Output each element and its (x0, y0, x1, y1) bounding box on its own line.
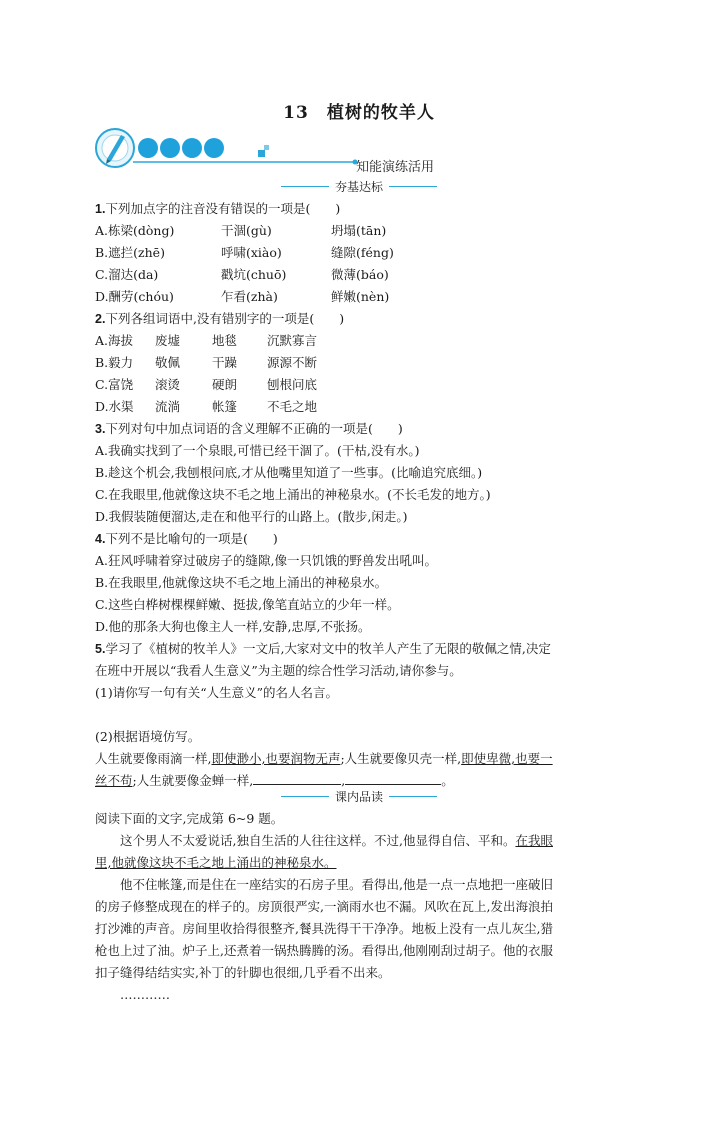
question-stem: 学习了《植树的牧羊人》一文后,大家对文中的牧羊人产生了无限的敬佩之情,决定 (105, 641, 551, 656)
question-5: 5.学习了《植树的牧羊人》一文后,大家对文中的牧羊人产生了无限的敬佩之情,决定 (95, 641, 551, 656)
option-cell: 干躁 (212, 355, 238, 370)
underlined-example: 即使渺小,也要润物无声 (211, 751, 341, 766)
banner-square-icon (258, 150, 265, 157)
underlined-sentence: 里,他就像这块不毛之地上涌出的神秘泉水。 (95, 855, 337, 870)
subquestion-2: (2)根据语境仿写。 (95, 729, 201, 744)
option-cell: D.酬劳(chóu) (95, 289, 174, 304)
imitation-line-1 (95, 748, 625, 770)
question-stem: 下列对句中加点词语的含义理解不正确的一项是( ) (105, 421, 403, 436)
text-fragment: 这个男人不太爱说话,独自生活的人往往这样。不过,他显得自信、平和。 (120, 833, 516, 848)
option-line: B.在我眼里,他就像这块不毛之地上涌出的神秘泉水。 (95, 575, 388, 590)
option-row (95, 374, 625, 396)
text-fragment: ;人生就要像金蝉一样, (132, 773, 254, 788)
option-row (95, 286, 625, 308)
question-stem: 下列各组词语中,没有错别字的一项是( ) (105, 311, 345, 326)
section-heading-basics (0, 178, 718, 195)
question-stem: 下列不是比喻句的一项是( ) (105, 531, 278, 546)
paragraph-2-line: 枪也上过了油。炉子上,还煮着一锅热腾腾的汤。看得出,他刚刚刮过胡子。他的衣服 (95, 943, 553, 958)
option-line: C.这些白桦树棵棵鲜嫩、挺拔,像笔直站立的少年一样。 (95, 597, 400, 612)
page-title: 13 植树的牧羊人 (283, 103, 435, 123)
text-fragment: ;人生就要像贝壳一样, (340, 751, 462, 766)
text-fragment: 。 (441, 773, 454, 788)
underlined-sentence: 在我眼 (515, 833, 553, 848)
option-cell: A.栋梁(dòng) (95, 223, 175, 238)
option-cell: D.水渠 (95, 399, 134, 414)
section-heading-reading (0, 788, 718, 805)
option-cell: 沉默寡言 (267, 333, 318, 348)
option-cell: 乍看(zhà) (221, 289, 278, 304)
option-line: D.我假装随便溜达,走在和他平行的山路上。(散步,闲走。) (95, 509, 408, 524)
paragraph-1-line-2 (95, 852, 625, 874)
question-stem-continued: 在班中开展以“我看人生意义”为主题的综合性学习活动,请你参与。 (95, 663, 462, 678)
option-line: A.我确实找到了一个泉眼,可惜已经干涸了。(干枯,没有水。) (95, 443, 420, 458)
option-cell: 帐篷 (212, 399, 238, 414)
answer-blank-2[interactable] (345, 770, 441, 785)
banner-dot (138, 138, 158, 158)
divider (389, 796, 437, 797)
option-row (95, 330, 625, 352)
text-fragment: 人生就要像雨滴一样, (95, 751, 212, 766)
option-cell: 坍塌(tān) (331, 223, 387, 238)
option-row (95, 264, 625, 286)
question-stem: 下列加点字的注音没有错误的一项是( ) (105, 201, 341, 216)
reading-block (95, 808, 625, 1006)
option-cell: C.溜达(da) (95, 267, 159, 282)
underlined-example: 丝不苟 (95, 773, 133, 788)
option-cell: 缝隙(féng) (331, 245, 394, 260)
text-fragment: , (341, 773, 346, 788)
banner-label: 知能演练活用 (356, 160, 435, 175)
option-cell: 敬佩 (155, 355, 181, 370)
banner-square-icon (264, 145, 269, 150)
pen-icon (96, 129, 134, 167)
option-cell: C.富饶 (95, 377, 134, 392)
option-line: C.在我眼里,他就像这块不毛之地上涌出的神秘泉水。(不长毛发的地方。) (95, 487, 491, 502)
option-cell: 戳坑(chuō) (221, 267, 287, 282)
option-cell: 地毯 (212, 333, 238, 348)
underlined-example: 即使卑微,也要一 (461, 751, 553, 766)
option-cell: 不毛之地 (267, 399, 318, 414)
question-1: 1.下列加点字的注音没有错误的一项是( ) (95, 201, 341, 216)
option-row (95, 396, 625, 418)
option-cell: A.海拔 (95, 333, 134, 348)
option-line: D.他的那条大狗也像主人一样,安静,忠厚,不张扬。 (95, 619, 371, 634)
paragraph-2-line: 的房子修整成现在的样子的。房顶很严实,一滴雨水也不漏。风吹在瓦上,发出海浪拍 (95, 899, 553, 914)
question-4: 4.下列不是比喻句的一项是( ) (95, 531, 278, 546)
section-heading-text: 夯基达标 (334, 180, 383, 194)
paragraph-2-line: 他不住帐篷,而是住在一座结实的石房子里。看得出,他是一点一点地把一座破旧 (120, 877, 553, 892)
option-cell: 微薄(báo) (331, 267, 389, 282)
option-cell: 废墟 (155, 333, 181, 348)
divider (281, 186, 329, 187)
section-heading-text: 课内品读 (334, 790, 383, 804)
option-row (95, 352, 625, 374)
ellipsis: ………… (120, 987, 170, 1002)
question-2: 2.下列各组词语中,没有错别字的一项是( ) (95, 311, 345, 326)
banner-dot (182, 138, 202, 158)
option-cell: 刨根问底 (267, 377, 318, 392)
questions-block (95, 198, 625, 792)
reading-intro: 阅读下面的文字,完成第 6~9 题。 (95, 811, 284, 826)
option-row (95, 242, 625, 264)
option-cell: 呼啸(xiào) (221, 245, 282, 260)
option-cell: 滚烫 (155, 377, 181, 392)
answer-blank-1[interactable] (253, 770, 341, 785)
banner-dot (160, 138, 180, 158)
option-cell: 鲜嫩(nèn) (331, 289, 390, 304)
banner-dot (204, 138, 224, 158)
answer-space (95, 704, 625, 726)
subquestion-1: (1)请你写一句有关“人生意义”的名人名言。 (95, 685, 338, 700)
divider (389, 186, 437, 187)
option-line: A.狂风呼啸着穿过破房子的缝隙,像一只饥饿的野兽发出吼叫。 (95, 553, 437, 568)
option-cell: B.毅力 (95, 355, 134, 370)
paragraph-2-line: 扣子缝得结结实实,补丁的针脚也很细,几乎看不出来。 (95, 965, 391, 980)
paragraph-2-line: 打沙滩的声音。房间里收拾得很整齐,餐具洗得干干净净。地板上没有一点儿灰尘,猎 (95, 921, 553, 936)
paragraph-1-line-1 (95, 830, 625, 852)
option-cell: 干涸(gù) (221, 223, 272, 238)
option-line: B.趁这个机会,我刨根问底,才从他嘴里知道了一些事。(比喻追究底细。) (95, 465, 483, 480)
option-cell: B.遮拦(zhē) (95, 245, 165, 260)
option-cell: 源源不断 (267, 355, 318, 370)
option-row (95, 220, 625, 242)
option-cell: 流淌 (155, 399, 181, 414)
question-3: 3.下列对句中加点词语的含义理解不正确的一项是( ) (95, 421, 403, 436)
option-cell: 硬朗 (212, 377, 238, 392)
divider (281, 796, 329, 797)
